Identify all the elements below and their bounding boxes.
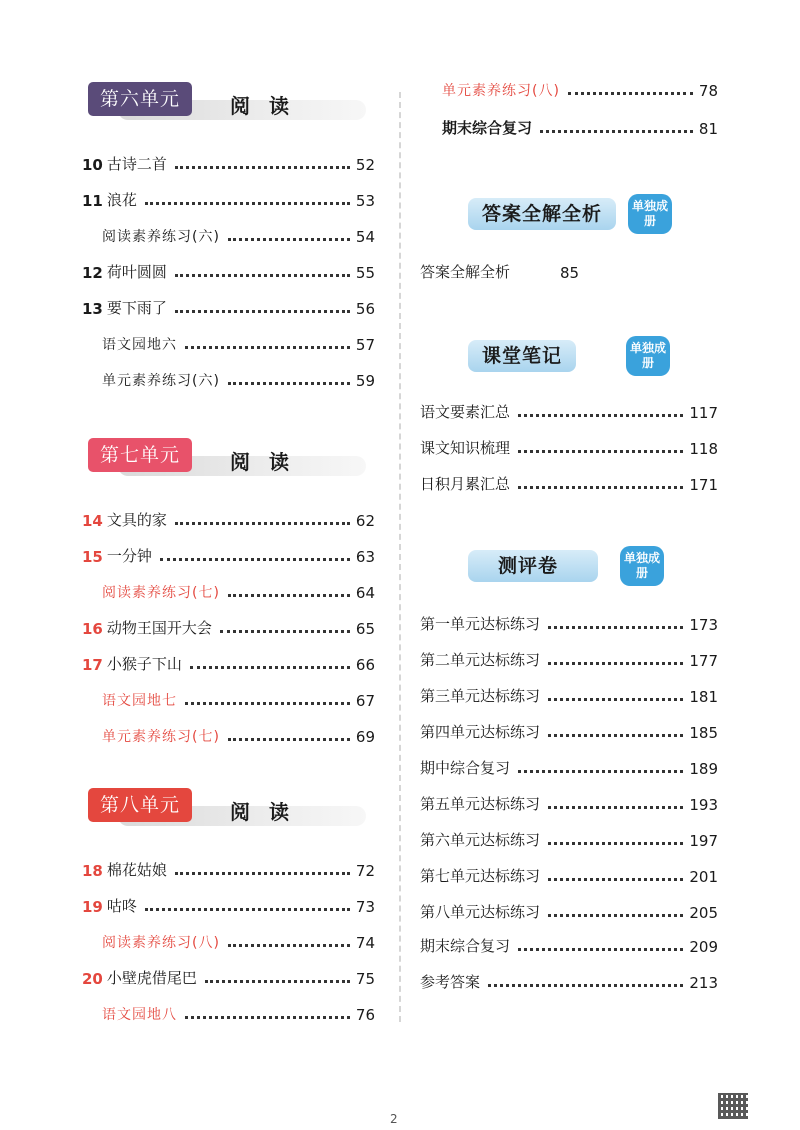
toc-row[interactable] <box>420 648 718 670</box>
section-label: 答案全解全析 <box>468 198 616 230</box>
page-ref: 56 <box>355 300 375 318</box>
page-ref: 63 <box>355 548 375 566</box>
dot-leader <box>175 522 350 525</box>
section-label: 课堂笔记 <box>468 340 576 372</box>
dot-leader <box>228 944 350 947</box>
lesson-number: 13 <box>82 300 103 318</box>
test-title: 第六单元达标练习 <box>420 831 541 849</box>
answers-section-header <box>468 194 674 234</box>
unit-badge: 第八单元 <box>88 788 192 822</box>
page-ref: 197 <box>689 832 718 850</box>
test-title: 期中综合复习 <box>420 759 511 777</box>
exercise-title: 单元素养练习(八) <box>442 83 560 99</box>
toc-row[interactable] <box>82 966 375 988</box>
page-ref: 81 <box>698 120 718 138</box>
lesson-title: 荷叶圆圆 <box>106 263 167 281</box>
lesson-number: 12 <box>82 264 103 282</box>
lesson-number: 19 <box>82 898 103 916</box>
toc-row[interactable] <box>82 616 375 638</box>
dot-leader <box>175 166 350 169</box>
toc-row[interactable] <box>420 684 718 706</box>
dot-leader <box>548 626 683 629</box>
separate-volume-tag: 单独成册 <box>628 194 672 234</box>
test-title: 第四单元达标练习 <box>420 723 541 741</box>
page-ref: 53 <box>355 192 375 210</box>
toc-row[interactable] <box>82 858 375 880</box>
separate-volume-tag: 单独成册 <box>626 336 670 376</box>
toc-row[interactable] <box>82 508 375 530</box>
page-ref: 65 <box>355 620 375 638</box>
toc-row[interactable] <box>442 78 718 100</box>
dot-leader <box>145 908 350 911</box>
page-ref: 117 <box>689 404 718 422</box>
notes-title: 语文要素汇总 <box>420 403 511 421</box>
page-ref: 55 <box>355 264 375 282</box>
answers-title: 答案全解全析 <box>420 263 511 281</box>
test-title: 第八单元达标练习 <box>420 903 541 921</box>
exercise-title: 阅读素养练习(七) <box>102 585 220 601</box>
lesson-title: 一分钟 <box>106 547 152 565</box>
page-ref: 78 <box>698 82 718 100</box>
page-ref: 193 <box>689 796 718 814</box>
dot-leader <box>548 698 683 701</box>
dot-leader <box>145 202 350 205</box>
notes-title: 日积月累汇总 <box>420 475 511 493</box>
lesson-title: 要下雨了 <box>106 299 167 317</box>
test-title: 第三单元达标练习 <box>420 687 541 705</box>
page-ref: 59 <box>355 372 375 390</box>
unit-read-label: 阅 读 <box>230 800 295 824</box>
dot-leader <box>518 414 683 417</box>
page-ref: 57 <box>355 336 375 354</box>
lesson-number: 16 <box>82 620 103 638</box>
page-ref: 67 <box>355 692 375 710</box>
test-title: 第七单元达标练习 <box>420 867 541 885</box>
dot-leader <box>228 738 350 741</box>
toc-row[interactable] <box>420 400 718 422</box>
exercise-title: 语文园地七 <box>102 693 177 709</box>
lesson-title: 棉花姑娘 <box>106 861 167 879</box>
notes-section-header <box>468 336 674 376</box>
page-ref: 54 <box>355 228 375 246</box>
lesson-number: 10 <box>82 156 103 174</box>
page-ref: 201 <box>689 868 718 886</box>
toc-row[interactable] <box>420 612 718 634</box>
toc-row[interactable] <box>82 544 375 566</box>
exercise-title: 阅读素养练习(八) <box>102 935 220 951</box>
lesson-title: 小猴子下山 <box>106 655 182 673</box>
page-number: 2 <box>390 1112 398 1126</box>
dot-leader <box>488 984 683 987</box>
page-ref: 75 <box>355 970 375 988</box>
toc-row[interactable] <box>102 1002 375 1024</box>
toc-row[interactable] <box>442 116 718 138</box>
dot-leader <box>548 662 683 665</box>
page-ref: 76 <box>355 1006 375 1024</box>
page-ref: 73 <box>355 898 375 916</box>
section-label: 测评卷 <box>468 550 598 582</box>
dot-leader <box>228 382 350 385</box>
dot-leader <box>518 948 683 951</box>
exercise-title: 单元素养练习(六) <box>102 373 220 389</box>
lesson-title: 文具的家 <box>106 511 167 529</box>
column-divider <box>399 92 401 1022</box>
test-title: 参考答案 <box>420 973 481 991</box>
toc-row[interactable] <box>420 472 718 494</box>
toc-row[interactable] <box>82 260 375 282</box>
review-title: 期末综合复习 <box>442 119 533 137</box>
page-ref: 52 <box>355 156 375 174</box>
dot-leader <box>540 130 693 133</box>
toc-row[interactable] <box>102 580 375 602</box>
page-ref: 205 <box>689 904 718 922</box>
dot-leader <box>185 1016 350 1019</box>
separate-volume-tag: 单独成册 <box>620 546 664 586</box>
toc-row[interactable] <box>102 688 375 710</box>
lesson-number: 18 <box>82 862 103 880</box>
lesson-title: 咕咚 <box>106 897 137 915</box>
toc-row[interactable] <box>420 828 718 850</box>
qr-code-icon <box>718 1093 748 1119</box>
dot-leader <box>518 770 683 773</box>
page-ref: 66 <box>355 656 375 674</box>
toc-row[interactable] <box>420 260 718 282</box>
unit-eight-header <box>88 788 366 836</box>
page-ref: 181 <box>689 688 718 706</box>
page-ref: 74 <box>355 934 375 952</box>
notes-title: 课文知识梳理 <box>420 439 511 457</box>
page-ref: 185 <box>689 724 718 742</box>
toc-row[interactable] <box>420 864 718 886</box>
lesson-number: 20 <box>82 970 103 988</box>
dot-leader <box>548 806 683 809</box>
unit-six-header <box>88 82 366 130</box>
toc-row[interactable] <box>102 368 375 390</box>
lesson-number: 17 <box>82 656 103 674</box>
lesson-title: 古诗二首 <box>106 155 167 173</box>
dot-leader <box>175 872 350 875</box>
dot-leader <box>548 842 683 845</box>
lesson-title: 小壁虎借尾巴 <box>106 969 197 987</box>
toc-row[interactable] <box>420 720 718 742</box>
lesson-number: 11 <box>82 192 103 210</box>
toc-row[interactable] <box>102 224 375 246</box>
toc-row[interactable] <box>82 152 375 174</box>
toc-row[interactable] <box>102 930 375 952</box>
exercise-title: 阅读素养练习(六) <box>102 229 220 245</box>
toc-row[interactable] <box>82 894 375 916</box>
lesson-number: 15 <box>82 548 103 566</box>
page-ref: 177 <box>689 652 718 670</box>
page-ref: 69 <box>355 728 375 746</box>
page-ref: 213 <box>689 974 718 992</box>
dot-leader <box>548 914 683 917</box>
toc-row[interactable] <box>102 724 375 746</box>
unit-badge: 第六单元 <box>88 82 192 116</box>
dot-leader <box>205 980 350 983</box>
dot-leader <box>548 734 683 737</box>
unit-seven-header <box>88 438 366 486</box>
dot-leader <box>548 878 683 881</box>
exercise-title: 语文园地八 <box>102 1007 177 1023</box>
lesson-title: 浪花 <box>106 191 137 209</box>
page-ref: 209 <box>689 938 718 956</box>
page-ref: 171 <box>689 476 718 494</box>
toc-row[interactable] <box>420 970 718 992</box>
dot-leader <box>160 558 350 561</box>
dot-leader <box>175 274 350 277</box>
page-ref: 189 <box>689 760 718 778</box>
lesson-number: 14 <box>82 512 103 530</box>
page-ref: 72 <box>355 862 375 880</box>
toc-row[interactable] <box>82 188 375 210</box>
toc-row[interactable] <box>420 792 718 814</box>
toc-row[interactable] <box>82 296 375 318</box>
exercise-title: 单元素养练习(七) <box>102 729 220 745</box>
test-title: 期末综合复习 <box>420 937 511 955</box>
dot-leader <box>518 450 683 453</box>
dot-leader <box>518 486 683 489</box>
page-ref: 85 <box>560 264 580 282</box>
unit-badge: 第七单元 <box>88 438 192 472</box>
dot-leader <box>190 666 350 669</box>
unit-read-label: 阅 读 <box>230 450 295 474</box>
page-ref: 173 <box>689 616 718 634</box>
toc-row[interactable] <box>420 756 718 778</box>
toc-row[interactable] <box>420 900 718 922</box>
dot-leader <box>185 702 350 705</box>
dot-leader <box>228 238 350 241</box>
exercise-title: 语文园地六 <box>102 337 177 353</box>
dot-leader <box>185 346 350 349</box>
toc-row[interactable] <box>420 934 718 956</box>
unit-read-label: 阅 读 <box>230 94 295 118</box>
test-title: 第五单元达标练习 <box>420 795 541 813</box>
dot-leader <box>175 310 350 313</box>
page-ref: 62 <box>355 512 375 530</box>
tests-section-header <box>468 546 674 586</box>
dot-leader <box>220 630 350 633</box>
toc-row[interactable] <box>420 436 718 458</box>
toc-row[interactable] <box>102 332 375 354</box>
dot-leader <box>568 92 693 95</box>
test-title: 第一单元达标练习 <box>420 615 541 633</box>
lesson-title: 动物王国开大会 <box>106 619 212 637</box>
test-title: 第二单元达标练习 <box>420 651 541 669</box>
page-ref: 64 <box>355 584 375 602</box>
toc-row[interactable] <box>82 652 375 674</box>
dot-leader <box>228 594 350 597</box>
page-ref: 118 <box>689 440 718 458</box>
